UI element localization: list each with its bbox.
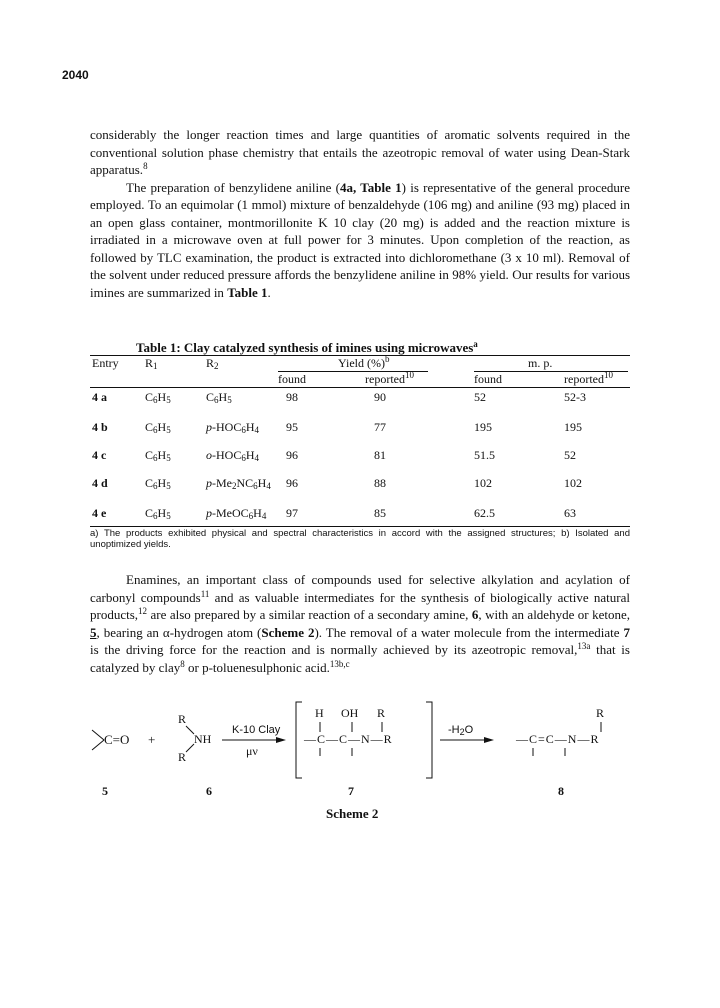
table-cell-y-found: 96 bbox=[286, 476, 298, 490]
intermediate-h: H bbox=[315, 706, 324, 720]
intermediate-oh: OH bbox=[341, 706, 359, 720]
table-caption: Table 1: Clay catalyzed synthesis of imines using microwaves$^a$ bbox=[136, 339, 478, 355]
page-number: 2040 bbox=[62, 68, 89, 82]
table-cell-mp-found: 51.5 bbox=[474, 448, 495, 462]
table-cell-y-rep: 88 bbox=[374, 476, 386, 490]
header-yield-reported: reported$^{10}$ bbox=[365, 370, 414, 386]
table-cell-mp-rep: 52 bbox=[564, 448, 576, 462]
table-cell-r2: $o-HOC_6H_4$ bbox=[206, 448, 260, 463]
header-mp-found: found bbox=[474, 372, 502, 386]
table-cell-entry: 4 c bbox=[92, 448, 107, 462]
table-cell-r1: $C_6H_5$ bbox=[145, 506, 171, 521]
table-cell-mp-rep: 195 bbox=[564, 420, 582, 434]
header-mp-reported: reported$^{10}$ bbox=[564, 370, 613, 386]
header-yield: Yield (%)$^b$ bbox=[338, 354, 390, 370]
table-cell-y-found: 96 bbox=[286, 448, 298, 462]
table-cell-mp-found: 102 bbox=[474, 476, 492, 490]
compound-label-5: 5 bbox=[102, 784, 108, 798]
table-cell-y-rep: 81 bbox=[374, 448, 386, 462]
paragraph-enamines: Enamines, an important class of compounds used for selective alkylation and acylation of carbonyl compounds$^{11}$ and as valuable intermediates for the synthesis of biologically active natural products,$^{12}$ are also prepared by a similar reaction of a secondary amine, 6, with an aldehyde or ketone, 5, bearing an α-hydrogen atom (Scheme 2). The removal of a water molecule from the intermediate 7 is the driving force for the reaction and is normally achieved by its azeotropic removal,$^{13a}$ that is catalyzed by clay$^8$ or p-toluenesulphonic acid.$^{13b,c}$ bbox=[90, 572, 630, 675]
scheme-2 bbox=[90, 700, 630, 830]
table-cell-r2: $p-HOC_6H_4$ bbox=[206, 420, 260, 435]
scheme-bonds bbox=[90, 700, 630, 800]
table-cell-mp-found: 62.5 bbox=[474, 506, 495, 520]
compound-label-8: 8 bbox=[558, 784, 564, 798]
table-footnote: a) The products exhibited physical and spectral characteristics in accord with the assigned structures; b) Isolated and unoptimized yields. bbox=[90, 528, 630, 550]
paragraph-procedure: The preparation of benzylidene aniline (4a, Table 1) is representative of the general procedure employed. To an equimolar (1 mmol) mixture of benzaldehyde (106 mg) and aniline (93 mg) placed in an open glass container, montmorillonite K 10 clay (20 mg) is added and the reaction mixture is irradiated in a microwave oven at full power for 3 minutes. Upon completion of the reaction, as followed by TLC examination, the product is extracted into dichloromethane (3 x 10 ml). Removal of the solvent under reduced pressure affords the benzylidene aniline in 98% yield. Our results for various imines are summarized in Table 1. bbox=[90, 179, 630, 300]
product-r: R bbox=[596, 706, 605, 720]
plus-sign: + bbox=[148, 732, 156, 747]
intermediate-chain: —C—C—N—R bbox=[304, 732, 393, 746]
table-cell-r1: $C_6H_5$ bbox=[145, 420, 171, 435]
table-cell-entry: 4 e bbox=[92, 506, 107, 520]
table-cell-mp-rep: 52-3 bbox=[564, 390, 586, 404]
header-entry: Entry bbox=[92, 356, 119, 370]
table-cell-r2: $p-Me_2NC_6H_4$ bbox=[206, 476, 271, 491]
condition-label: μν bbox=[246, 744, 258, 758]
table-cell-entry: 4 a bbox=[92, 390, 107, 404]
table-cell-y-rep: 85 bbox=[374, 506, 386, 520]
reagent-label: K-10 Clay bbox=[232, 724, 281, 736]
intermediate-r: R bbox=[377, 706, 386, 720]
table-cell-entry: 4 d bbox=[92, 476, 108, 490]
water-loss-label: $-H_2O$ bbox=[448, 724, 474, 737]
table-cell-y-found: 97 bbox=[286, 506, 298, 520]
amine-nh: NH bbox=[194, 732, 212, 746]
table-cell-mp-rep: 102 bbox=[564, 476, 582, 490]
table-cell-y-rep: 90 bbox=[374, 390, 386, 404]
table-cell-mp-found: 52 bbox=[474, 390, 486, 404]
header-mp: m. p. bbox=[528, 356, 553, 370]
table-cell-mp-found: 195 bbox=[474, 420, 492, 434]
table-cell-y-found: 98 bbox=[286, 390, 298, 404]
header-r2: $R_2$ bbox=[206, 356, 219, 371]
table-cell-r1: $C_6H_5$ bbox=[145, 476, 171, 491]
header-r1: $R_1$ bbox=[145, 356, 158, 371]
carbonyl-group: C=O bbox=[104, 732, 130, 747]
amine-r-top: R bbox=[178, 712, 187, 726]
header-yield-found: found bbox=[278, 372, 306, 386]
table-rule-header bbox=[90, 387, 630, 388]
table-cell-y-found: 95 bbox=[286, 420, 298, 434]
table-cell-entry: 4 b bbox=[92, 420, 108, 434]
table-cell-mp-rep: 63 bbox=[564, 506, 576, 520]
table-cell-r2: $C_6H_5$ bbox=[206, 390, 232, 405]
table-cell-r1: $C_6H_5$ bbox=[145, 448, 171, 463]
compound-label-7: 7 bbox=[348, 784, 354, 798]
table-cell-r2: $p-MeOC_6H_4$ bbox=[206, 506, 267, 521]
compound-label-6: 6 bbox=[206, 784, 212, 798]
product-chain: —C=C—N—R bbox=[516, 732, 600, 746]
table-cell-y-rep: 77 bbox=[374, 420, 386, 434]
scheme-caption: Scheme 2 bbox=[326, 806, 379, 821]
table-cell-r1: $C_6H_5$ bbox=[145, 390, 171, 405]
amine-r-bottom: R bbox=[178, 750, 187, 764]
paragraph-continuation: considerably the longer reaction times and large quantities of aromatic solvents required in the conventional solution phase chemistry that entails the azeotropic removal of water using Dean-Stark apparatus.$^8$ The preparation of benzylidene aniline (4a, Table 1) is representative of the general procedure employed. To an equimolar (1 mmol) mixture of benzaldehyde (106 mg) and aniline (93 mg) placed in an open glass container, montmorillonite K 10 clay (20 mg) is added and the reaction mixture is irradiated in a microwave oven at full power for 3 minutes. Upon completion of the reaction, as followed by TLC examination, the product is extracted into dichloromethane (3 x 10 ml). Removal of the solvent under reduced pressure affords the benzylidene aniline in 98% yield. Our results for various imines are summarized in Table 1. bbox=[90, 127, 630, 300]
